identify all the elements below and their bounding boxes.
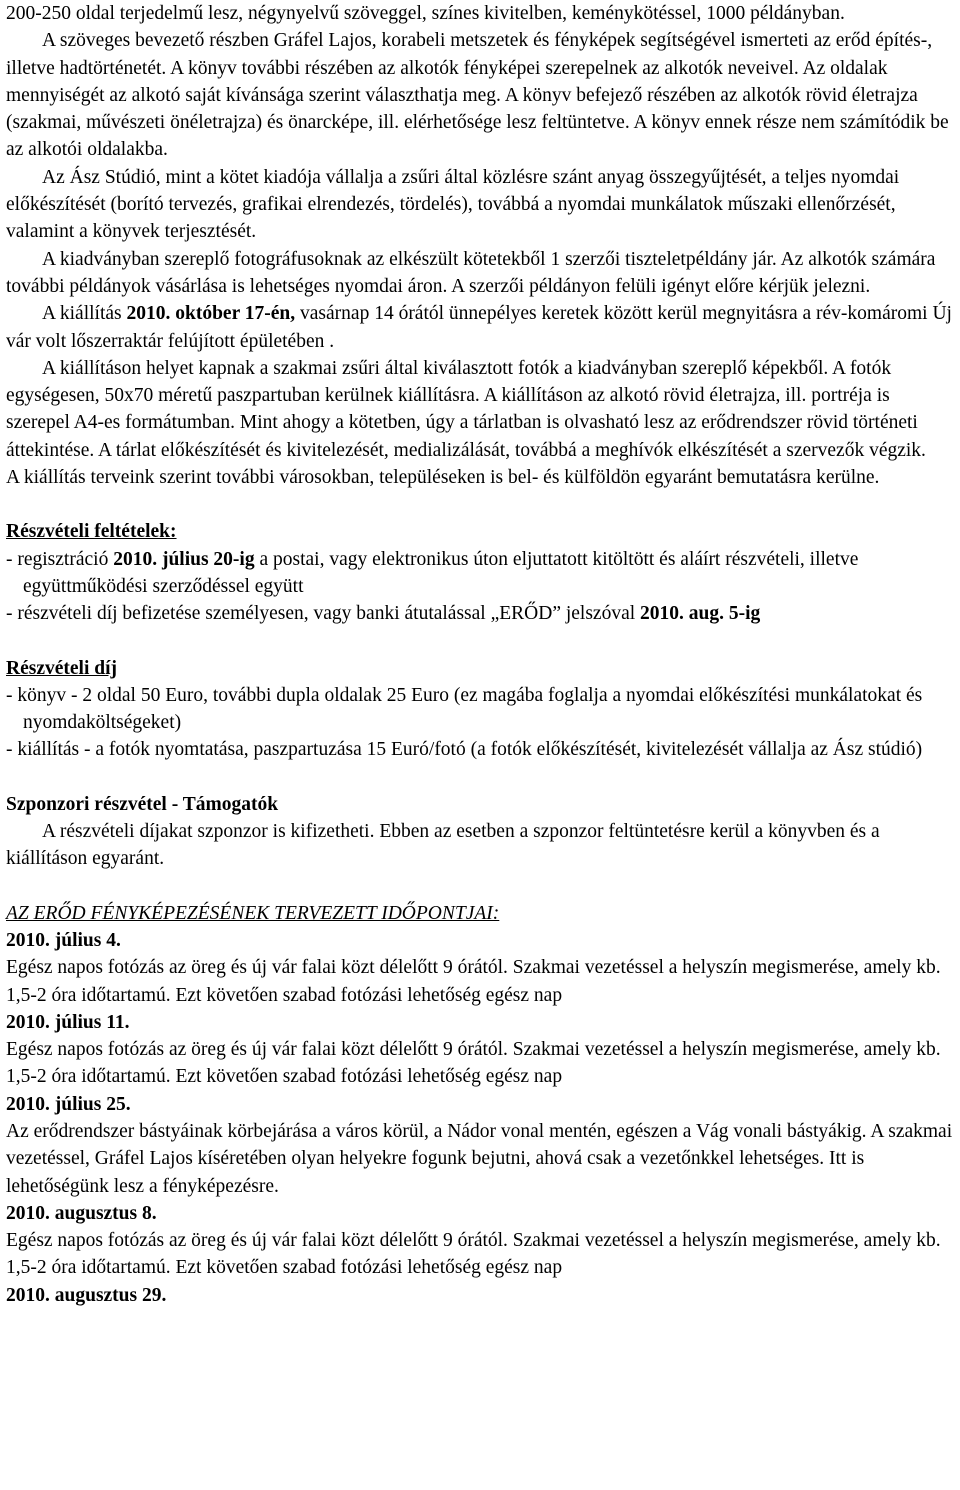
schedule-text-1: Egész napos fotózás az öreg és új vár falai közt délelőtt 9 órától. Szakmai vezetéssel a helyszín megismerése, amely kb. 1,5-2 óra időtartamú. Ezt követően szabad fotózási lehetőség egész nap: [6, 957, 941, 1006]
schedule-text-2: Egész napos fotózás az öreg és új vár falai közt délelőtt 9 órától. Szakmai vezetéssel a helyszín megismerése, amely kb. 1,5-2 óra időtartamú. Ezt követően szabad fotózási lehetőség egész nap: [6, 1039, 941, 1088]
exhibition-details-paragraph: A kiállításon helyet kapnak a szakmai zsűri által kiválasztott fotók a kiadványban szereplő képekből. A fotók egységesen, 50x70 méretű paszpartuban kerülnek kiállításra. A kiállításon az alkotó rövid életrajza, ill. portréja is szerepel A4-es formátumban. Mint ahogy a kötetben, úgy a tárlatban is olvasható lesz az erődrendszer rövid történeti áttekintése. A tárlat előkészítését és kivitelezését, medializálását, továbbá a meghívók elkészítését a szervezők végzik.: [6, 357, 926, 461]
registration-deadline: 2010. július 20-ig: [113, 548, 255, 570]
spacer: [6, 628, 956, 655]
payment-deadline: 2010. aug. 5-ig: [640, 603, 761, 625]
registration-text-a: - regisztráció: [6, 548, 114, 570]
schedule-date-5: 2010. augusztus 29.: [6, 1284, 167, 1306]
intro-publisher-paragraph: Az Ász Stúdió, mint a kötet kiadója vállalja a zsűri által közlésre szánt anyag összegyűjtését, a teljes nyomdai előkészítését (borító tervezés, grafikai elrendezés, tördelés), továbbá a nyomdai munkálatok műszaki ellenőrzését, valamint a könyvek terjesztését.: [6, 166, 900, 243]
fee-exhibition: - kiállítás - a fotók nyomtatása, paszpartuzása 15 Euró/fotó (a fotók előkészítését, kivitelezését vállalja az Ász stúdió): [6, 739, 923, 761]
exhibition-opening-paragraph: [6, 300, 956, 355]
document-page: [6, 0, 956, 1309]
intro-copies-paragraph: A kiadványban szereplő fotográfusoknak az elkészült kötetekből 1 szerzői tiszteletpéldány jár. Az alkotók számára további példányok vásárlása is lehetséges nyomdai áron. A szerzői példányon felüli igényt előre kérjük jelezni.: [6, 248, 936, 297]
schedule-date-3: 2010. július 25.: [6, 1093, 131, 1115]
sponsor-heading: Szponzori részvétel - Támogatók: [6, 793, 279, 815]
spacer: [6, 764, 956, 791]
registration-text-c: a postai, vagy elektronikus úton eljuttatott kitöltött és aláírt részvételi, illetve együttműködési szerződéssel együtt: [23, 548, 859, 597]
opening-text-c: vasárnap 14 órától ünnepélyes keretek között kerül megnyitásra a rév-komáromi Új vár volt lőszerraktár felújított épületében .: [6, 303, 952, 352]
intro-content-paragraph: A szöveges bevezető részben Gráfel Lajos, korabeli metszetek és fényképek segítségével ismerteti az erőd építés-, illetve hadtörténetét. A könyv további részében az alkotók fényképei szerepelnek az alkotók neveivel. Az oldalak mennyiségét az alkotó saját kívánsága szerint választhatja meg. A könyv befejező részében az alkotók rövid életrajza (szakmai, művészeti önéletrajza) és önarcképe, ill. elérhetősége lesz feltüntetve. A könyv ennek része nem számítódik be az alkotói oldalakba.: [6, 30, 949, 161]
sponsor-text: A részvételi díjakat szponzor is kifizetheti. Ebben az esetben a szponzor feltüntetésre kerül a könyvben és a kiállításon egyaránt.: [6, 821, 880, 870]
fee-book: - könyv - 2 oldal 50 Euro, további dupla oldalak 25 Euro (ez magába foglalja a nyomdai előkészítési munkálatokat és nyomdaköltségeket): [6, 684, 923, 734]
intro-edition-paragraph: 200-250 oldal terjedelmű lesz, négynyelvű szöveggel, színes kivitelben, keménykötéssel, 1000 példányban.: [6, 3, 845, 24]
opening-text-a: A kiállítás: [42, 303, 127, 325]
participation-conditions-heading: Részvételi feltételek:: [6, 521, 177, 543]
condition-registration: [6, 546, 956, 601]
spacer: [6, 873, 956, 900]
schedule-date-2: 2010. július 11.: [6, 1011, 130, 1033]
exhibition-tour-paragraph: A kiállítás terveink szerint további városokban, településeken is bel- és külföldön egyaránt bemutatásra kerülne.: [6, 467, 880, 489]
schedule-text-4: Egész napos fotózás az öreg és új vár falai közt délelőtt 9 órától. Szakmai vezetéssel a helyszín megismerése, amely kb. 1,5-2 óra időtartamú. Ezt követően szabad fotózási lehetőség egész nap: [6, 1230, 941, 1279]
condition-payment: [6, 600, 956, 627]
opening-date: 2010. október 17-én,: [126, 303, 296, 325]
schedule-date-4: 2010. augusztus 8.: [6, 1202, 157, 1224]
schedule-text-3: Az erődrendszer bástyáinak körbejárása a város körül, a Nádor vonal mentén, egészen a Vág vonali bástyákig. A szakmai vezetéssel, Gráfel Lajos kíséretében olyan helyekre fogunk bejutni, ahová csak a vezetőnkkel lehetséges. Itt is lehetőségünk lesz a fényképezésre.: [6, 1120, 953, 1197]
spacer: [6, 491, 956, 518]
payment-text-a: - részvételi díj befizetése személyesen, vagy banki átutalással „ERŐD” jelszóval: [6, 603, 641, 625]
schedule-heading: AZ ERŐD FÉNYKÉPEZÉSÉNEK TERVEZETT IDŐPONTJAI:: [6, 902, 500, 924]
participation-fee-heading: Részvételi díj: [6, 657, 118, 679]
schedule-date-1: 2010. július 4.: [6, 929, 121, 951]
